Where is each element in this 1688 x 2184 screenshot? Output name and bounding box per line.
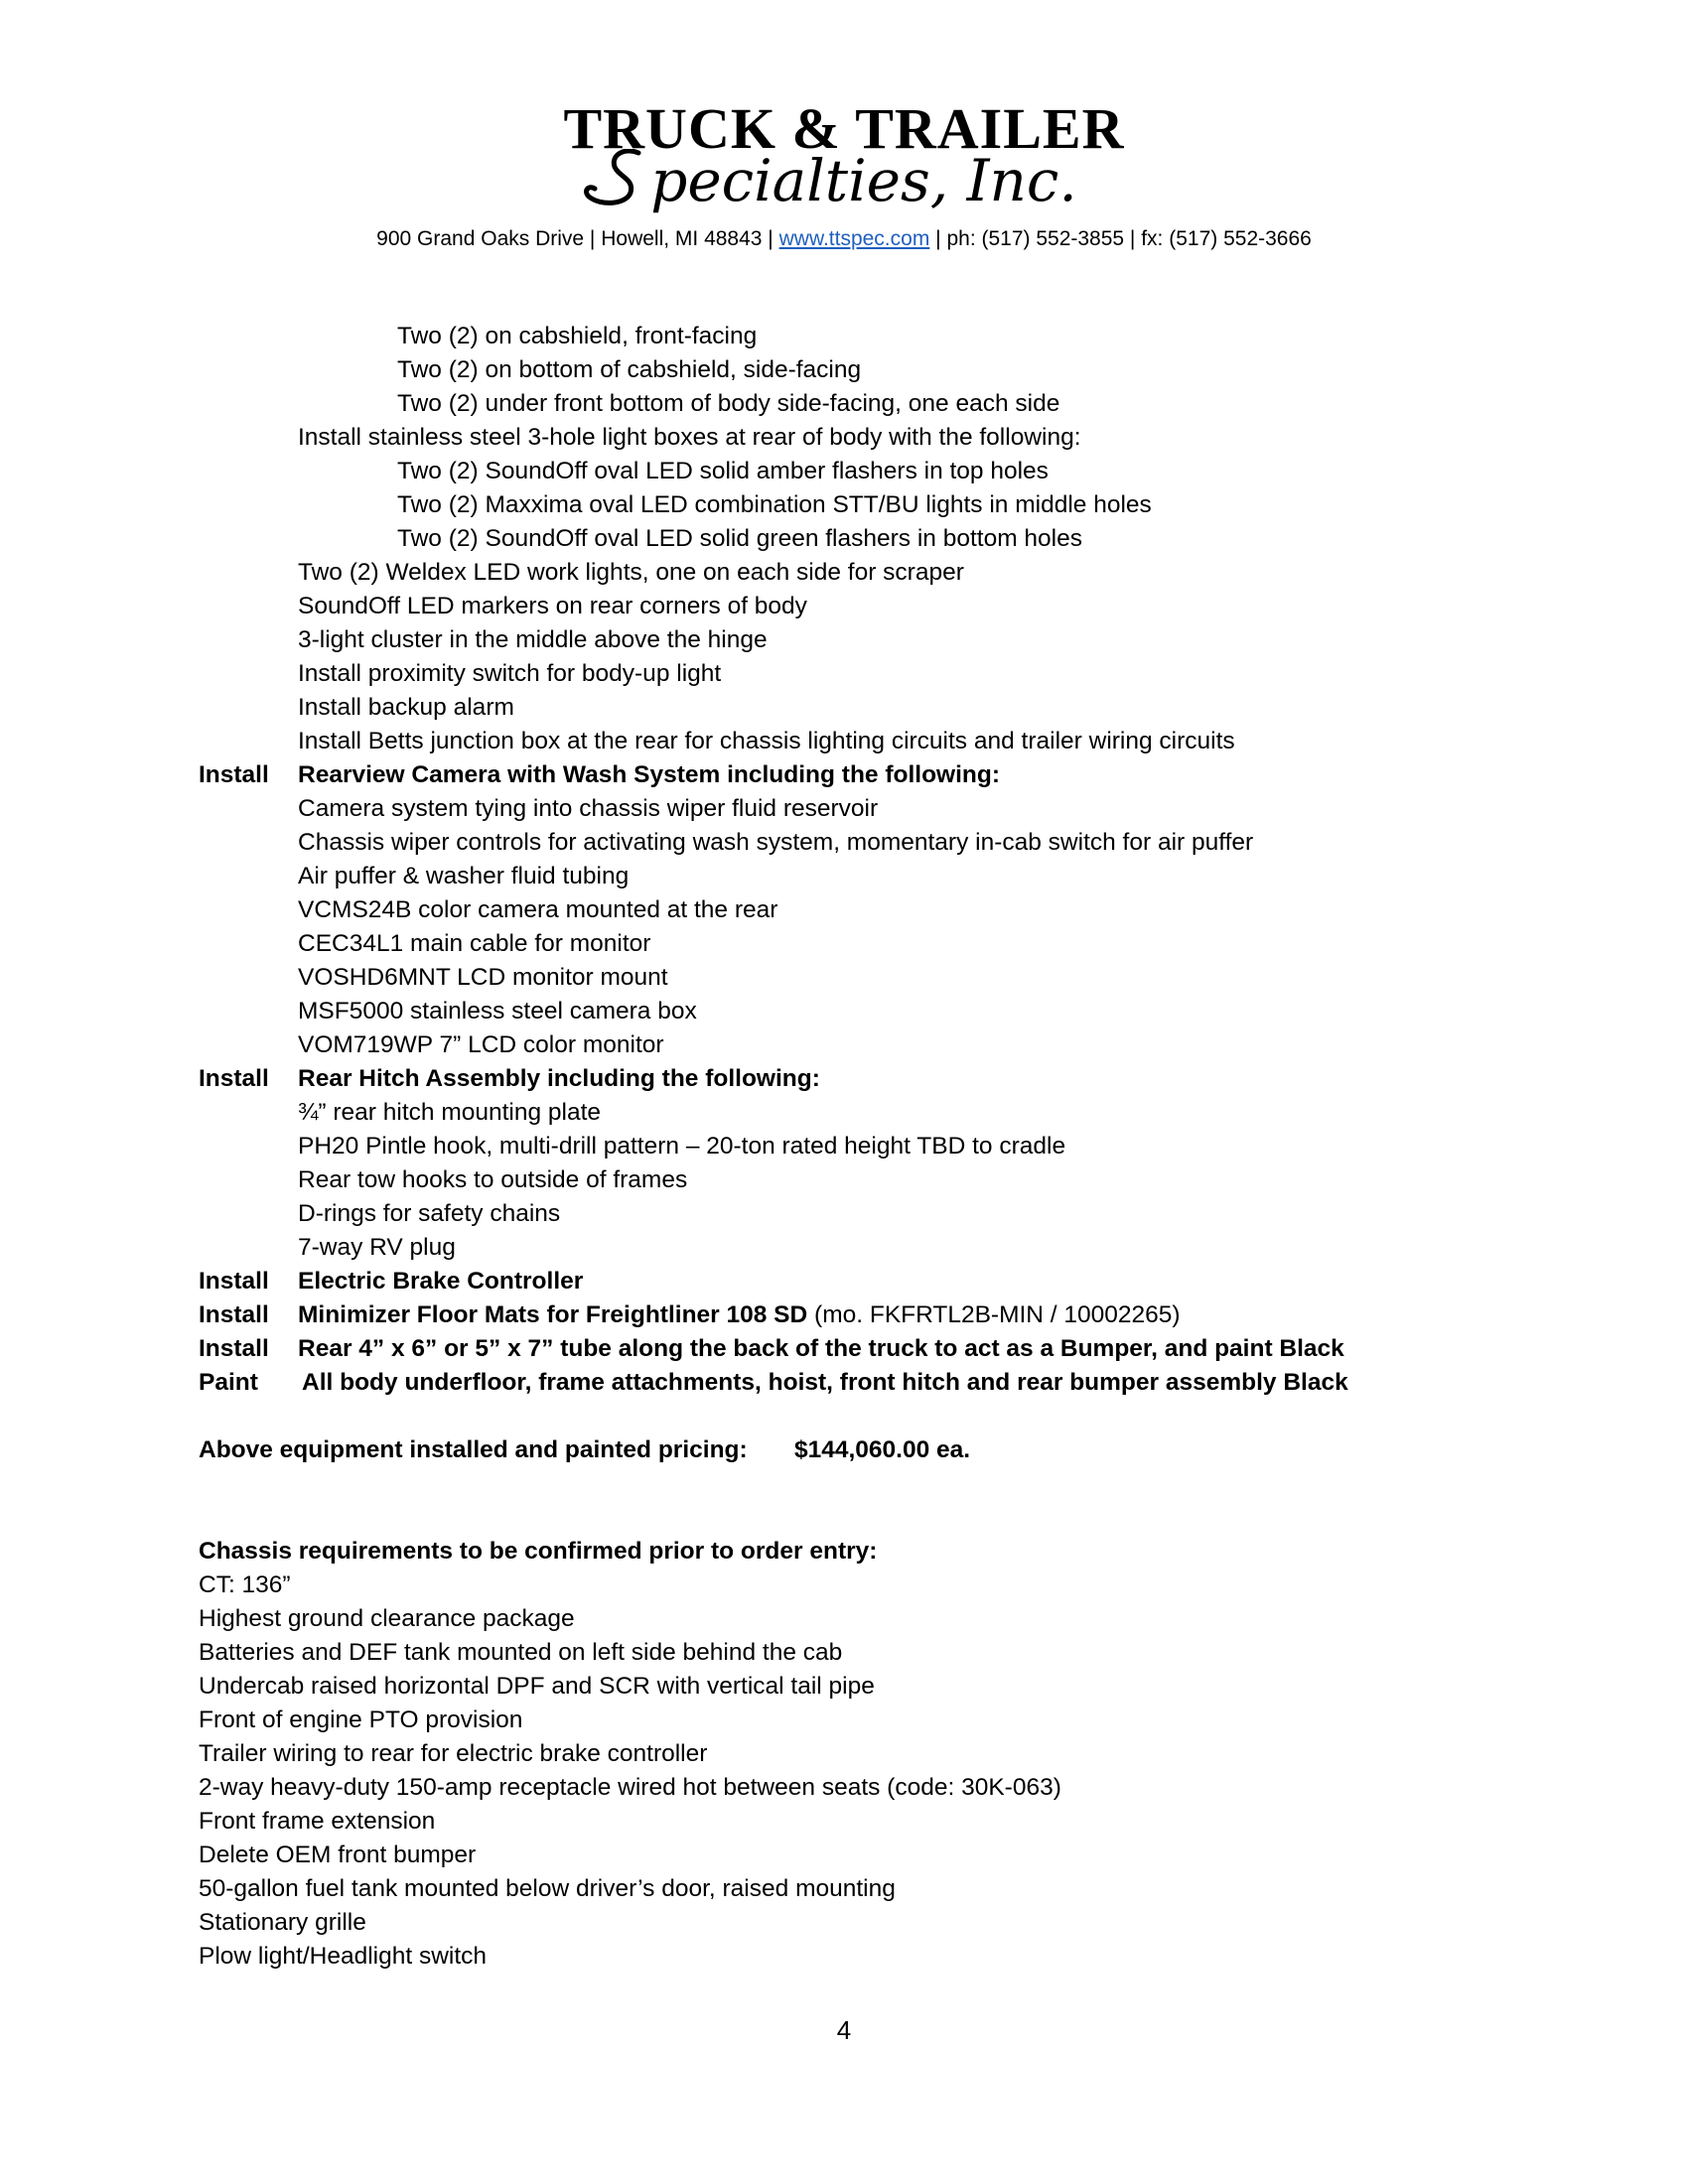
list-item: VOM719WP 7” LCD color monitor xyxy=(298,1031,664,1058)
list-item: VCMS24B color camera mounted at the rear xyxy=(298,896,778,923)
action-tag: Install xyxy=(199,1335,269,1362)
list-item: Two (2) on bottom of cabshield, side-facing xyxy=(397,356,862,383)
action-tag: Install xyxy=(199,1065,269,1092)
list-item: Two (2) Maxxima oval LED combination STT/BU lights in middle holes xyxy=(397,491,1152,518)
extra-item-bold: Rear 4” x 6” or 5” x 7” tube along the back of the truck to act as a Bumper, and paint Black xyxy=(298,1335,1344,1362)
page-number: 4 xyxy=(836,2015,852,2045)
website-link[interactable]: www.ttspec.com xyxy=(778,227,930,250)
list-item: ¾” rear hitch mounting plate xyxy=(298,1099,602,1126)
list-item: Camera system tying into chassis wiper fluid reservoir xyxy=(298,795,879,822)
list-item: Front frame extension xyxy=(199,1808,436,1835)
list-item: SoundOff LED markers on rear corners of body xyxy=(298,593,807,619)
list-item: Two (2) SoundOff oval LED solid amber flashers in top holes xyxy=(397,458,1049,484)
list-item: Rear tow hooks to outside of frames xyxy=(298,1166,688,1193)
list-item: Two (2) Weldex LED work lights, one on each side for scraper xyxy=(298,559,964,586)
action-tag: Install xyxy=(199,1301,269,1328)
action-tag: Paint xyxy=(199,1369,258,1396)
list-item: CT: 136” xyxy=(199,1571,291,1598)
pricing-label: Above equipment installed and painted pricing: xyxy=(199,1436,748,1463)
list-item: Two (2) on cabshield, front-facing xyxy=(397,323,758,349)
list-item: CEC34L1 main cable for monitor xyxy=(298,930,651,957)
list-item: Chassis wiper controls for activating wash system, momentary in-cab switch for air puffer xyxy=(298,829,1254,856)
logo-title: TRUCK & TRAILER xyxy=(563,96,1125,161)
list-item: D-rings for safety chains xyxy=(298,1200,561,1227)
list-item: Batteries and DEF tank mounted on left side behind the cab xyxy=(199,1639,843,1666)
extra-item-bold: Electric Brake Controller xyxy=(298,1268,584,1295)
extra-item xyxy=(302,1368,1348,1398)
action-tag: Install xyxy=(199,761,269,788)
pricing-value: $144,060.00 ea. xyxy=(794,1436,971,1463)
list-item: Install proximity switch for body-up light xyxy=(298,660,722,687)
list-item: 3-light cluster in the middle above the hinge xyxy=(298,626,768,653)
action-tag: Install xyxy=(199,1268,269,1295)
extra-item xyxy=(298,1300,1181,1330)
list-item: VOSHD6MNT LCD monitor mount xyxy=(298,964,668,991)
list-item: Install backup alarm xyxy=(298,694,514,721)
address-text: 900 Grand Oaks Drive | Howell, MI 48843 | xyxy=(376,227,774,250)
list-item: PH20 Pintle hook, multi-drill pattern – 20-ton rated height TBD to cradle xyxy=(298,1133,1066,1160)
list-item: Highest ground clearance package xyxy=(199,1605,575,1632)
list-item: 50-gallon fuel tank mounted below driver’s door, raised mounting xyxy=(199,1875,896,1902)
contact-line xyxy=(0,226,1688,252)
section-heading-chassis: Chassis requirements to be confirmed prior to order entry: xyxy=(199,1538,878,1565)
section-heading-camera: Rearview Camera with Wash System including the following: xyxy=(298,761,1000,788)
list-item: MSF5000 stainless steel camera box xyxy=(298,998,697,1024)
list-item: Two (2) SoundOff oval LED solid green flashers in bottom holes xyxy=(397,525,1082,552)
list-item: 7-way RV plug xyxy=(298,1234,456,1261)
phone-fax-text: | ph: (517) 552-3855 | fx: (517) 552-3666 xyxy=(935,227,1312,250)
list-item: Stationary grille xyxy=(199,1909,366,1936)
logo-subtitle: pecialties, Inc. xyxy=(650,147,1077,214)
extra-item xyxy=(298,1267,583,1297)
list-item: Install Betts junction box at the rear for chassis lighting circuits and trailer wiring circuits xyxy=(298,728,1235,754)
list-item: Trailer wiring to rear for electric brake controller xyxy=(199,1740,708,1767)
list-item: Undercab raised horizontal DPF and SCR with vertical tail pipe xyxy=(199,1673,875,1700)
extra-item-bold: All body underfloor, frame attachments, hoist, front hitch and rear bumper assembly Black xyxy=(302,1369,1348,1396)
list-item: Install stainless steel 3-hole light boxes at rear of body with the following: xyxy=(298,424,1081,451)
list-item: Delete OEM front bumper xyxy=(199,1842,477,1868)
list-item: Front of engine PTO provision xyxy=(199,1706,523,1733)
extra-item-plain: (mo. FKFRTL2B-MIN / 10002265) xyxy=(807,1301,1181,1328)
list-item: Air puffer & washer fluid tubing xyxy=(298,863,630,889)
section-heading-hitch: Rear Hitch Assembly including the following: xyxy=(298,1065,820,1092)
list-item: Plow light/Headlight switch xyxy=(199,1943,488,1970)
extra-item-bold: Minimizer Floor Mats for Freightliner 108 SD xyxy=(298,1301,808,1328)
list-item: Two (2) under front bottom of body side-facing, one each side xyxy=(397,390,1060,417)
extra-item xyxy=(298,1334,1344,1364)
list-item: 2-way heavy-duty 150-amp receptacle wired hot between seats (code: 30K-063) xyxy=(199,1774,1061,1801)
